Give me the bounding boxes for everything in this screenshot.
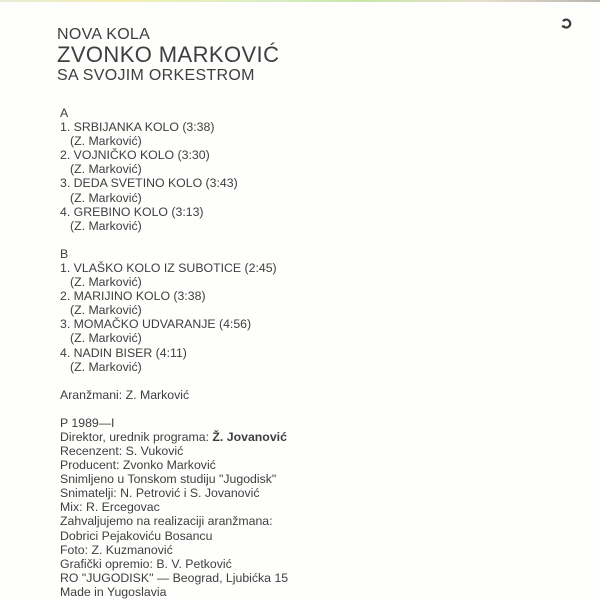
copyright-line: P 1989—I: [60, 415, 115, 430]
album-header: [57, 25, 279, 85]
director-name: Ž. Jovanović: [212, 429, 287, 444]
credits-block: [60, 416, 288, 599]
thanks-name: Dobrici Pejakoviću Bosancu: [60, 528, 213, 543]
track-title: 4. GREBINO KOLO (3:13): [60, 204, 204, 219]
spacer: [60, 374, 288, 388]
track-composer: (Z. Marković): [70, 331, 142, 346]
engineers-credit: Snimatelji: N. Petrović i S. Jovanović: [60, 486, 260, 501]
side-a: [60, 106, 288, 233]
track-composer: (Z. Marković): [70, 359, 142, 374]
mix-credit: Mix: R. Ercegovac: [60, 500, 160, 515]
director-label: Direktor, urednik programa:: [60, 429, 213, 444]
track-title: 1. SRBIJANKA KOLO (3:38): [60, 120, 215, 135]
arrangements-credit: Aranžmani: Z. Marković: [60, 387, 190, 402]
spacer: [60, 233, 288, 247]
track-composer: (Z. Marković): [70, 303, 142, 318]
track-composer: (Z. Marković): [70, 190, 142, 205]
track-title: 2. MARIJINO KOLO (3:38): [60, 289, 206, 304]
series-title: NOVA KOLA: [57, 26, 151, 43]
thanks-credit: Zahvaljujemo na realizaciji aranžmana:: [60, 514, 273, 529]
scan-edge: [0, 0, 600, 2]
track-title: 2. VOJNIČKO KOLO (3:30): [60, 148, 210, 163]
album-subtitle: SA SVOJIM ORKESTROM: [57, 67, 255, 84]
track-composer: (Z. Marković): [70, 218, 142, 233]
origin-line: Made in Yugoslavia: [60, 584, 167, 599]
producer-credit: Producent: Zvonko Marković: [60, 458, 216, 473]
jugodisk-swirl-icon: [561, 18, 572, 29]
track-title: 4. NADIN BISER (4:11): [60, 345, 187, 360]
track-title: 3. MOMAČKO UDVARANJE (4:56): [60, 317, 252, 332]
track-composer: (Z. Marković): [70, 134, 142, 149]
track-composer: (Z. Marković): [70, 162, 142, 177]
photo-credit: Foto: Z. Kuzmanović: [60, 542, 173, 557]
side-a-label: A: [60, 106, 69, 120]
track-composer: (Z. Marković): [70, 275, 142, 290]
track-title: 3. DEDA SVETINO KOLO (3:43): [60, 176, 238, 191]
spacer: [60, 402, 288, 416]
reviewer-credit: Recenzent: S. Vuković: [60, 443, 184, 458]
side-b: [60, 247, 288, 374]
director-credit: [60, 430, 288, 444]
label-address: RO "JUGODISK" — Beograd, Ljubićka 15: [60, 570, 289, 585]
recording-studio-credit: Snimljeno u Tonskom studiju "Jugodisk": [60, 472, 277, 487]
tracklist-and-credits: [60, 106, 288, 599]
track-title: 1. VLAŠKO KOLO IZ SUBOTICE (2:45): [60, 260, 277, 275]
design-credit: Grafički opremio: B. V. Petković: [60, 556, 232, 571]
side-b-label: B: [60, 246, 69, 261]
artist-name: ZVONKO MARKOVIĆ: [57, 42, 280, 67]
